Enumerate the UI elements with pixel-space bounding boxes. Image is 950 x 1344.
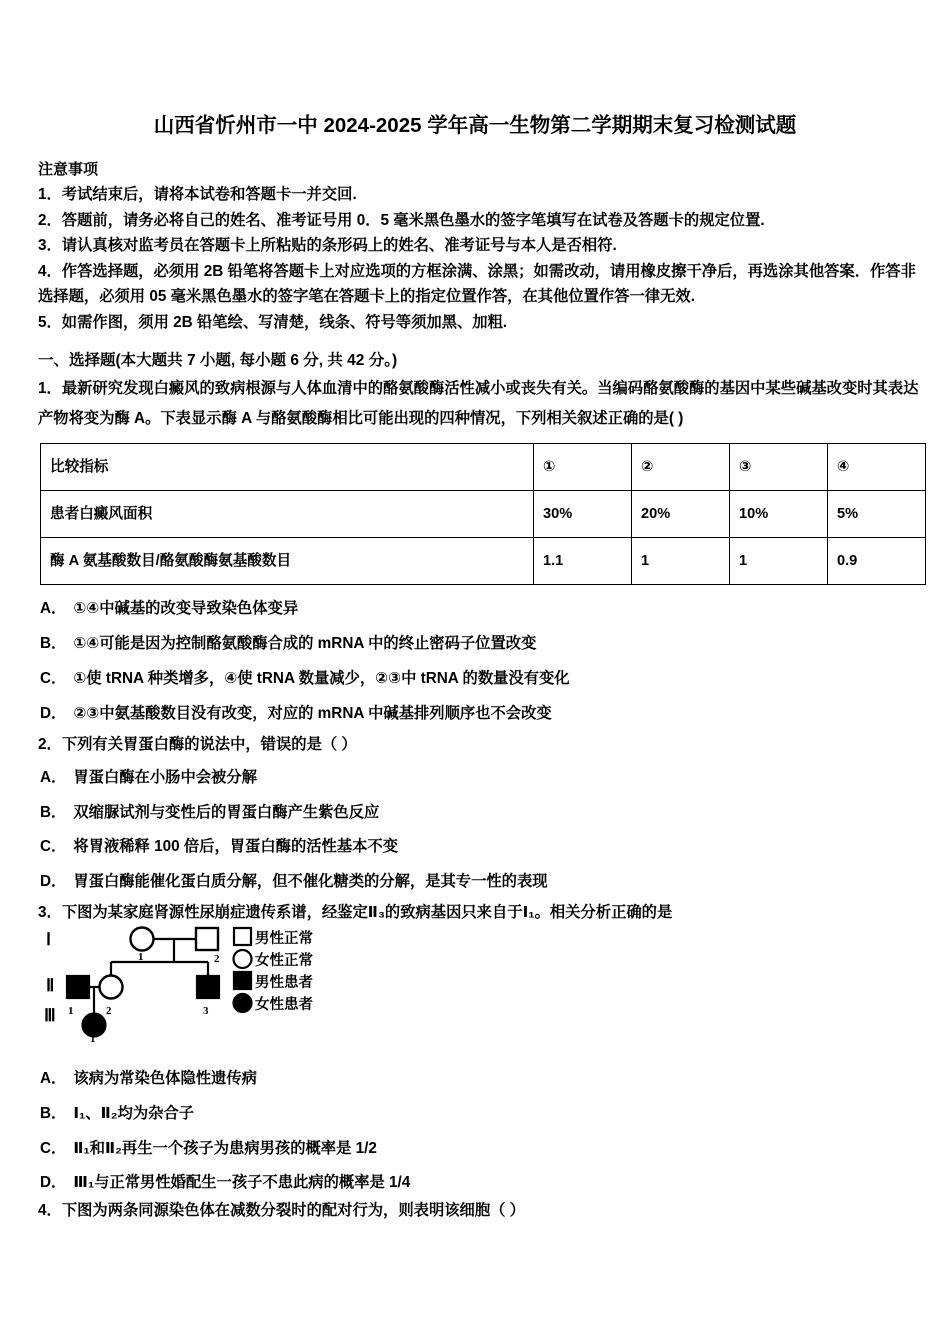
option-label: C． [40,838,67,855]
question-2-option-c[interactable] [40,834,398,856]
question-2-stem [38,730,357,760]
option-label: D． [40,705,67,722]
table-row [41,538,926,585]
table-cell-indicator: 患者白癜风面积 [41,491,534,538]
option-text: Ⅲ₁与正常男性婚配生一孩子不患此病的概率是 1/4 [73,1174,411,1191]
option-label: D． [40,873,67,890]
pedigree-ii3-label: 3 [203,1005,209,1017]
question-1-text: 最新研究发现白癜风的致病根源与人体血清中的酪氨酸酶活性减小或丧失有关。当编码酪氨酸酶的基因中某些碱基改变时其表达产物将变为酶 A。下表显示酶 A 与酪氨酸酶相比可能出现的四种情况，下列相关叙述正确的是( ) [38,380,919,427]
option-text: 该病为常染色体隐性遗传病 [73,1070,257,1087]
legend-label-male-patient: 男性患者 [255,975,313,991]
option-text: ①④中碱基的改变导致染色体变异 [73,600,299,617]
notice-list [38,182,922,335]
question-3-option-a[interactable] [40,1066,257,1088]
notice-item: 5．如需作图，须用 2B 铅笔绘、写清楚，线条、符号等须加黑、加粗. [38,313,508,331]
option-label: C． [40,670,67,687]
notice-item: 3．请认真核对监考员在答题卡上所粘贴的条形码上的姓名、准考证号与本人是否相符. [38,237,617,254]
question-1-option-d[interactable] [40,701,552,723]
comparison-table [40,443,926,585]
table-cell-value: 30% [534,491,632,538]
option-text: 将胃液稀释 100 倍后，胃蛋白酶的活性基本不变 [73,838,399,855]
question-2-number: 2． [38,736,62,753]
table-header-indicator: 比较指标 [41,444,534,491]
table-cell-value: 20% [632,491,730,538]
question-3-text: 下图为某家庭肾源性尿崩症遗传系谱，经鉴定Ⅱ₃的致病基因只来自于Ⅰ₁。相关分析正确的是 [61,904,673,921]
option-label: A． [40,769,67,786]
pedigree-i2-open-square [196,928,218,950]
question-2-text: 下列有关胃蛋白酶的说法中，错误的是（ ） [61,736,357,753]
option-text: ①使 tRNA 种类增多，④使 tRNA 数量减少，②③中 tRNA 的数量没有变化 [73,670,570,687]
pedigree-ii2-label: 2 [106,1005,112,1017]
legend-filled-square-icon [234,972,251,989]
option-text: 胃蛋白酶能催化蛋白质分解，但不催化糖类的分解，是其专一性的表现 [73,873,548,890]
pedigree-i2-label: 2 [214,953,220,965]
pedigree-ii2-open-circle [100,976,123,999]
legend-label-female-normal: 女性正常 [255,953,313,969]
pedigree-i1-open-circle [131,928,154,951]
question-4-stem [38,1198,525,1220]
table-header-case-4: ④ [828,444,926,491]
question-3-option-c[interactable] [40,1136,377,1158]
question-3-number: 3． [38,904,62,921]
question-3-option-d[interactable] [40,1170,410,1192]
option-label: B． [40,635,67,652]
table-header-row [41,444,926,491]
notice-item: 2．答题前，请务必将自己的姓名、准考证号用 0．5 毫米黑色墨水的签字笔填写在试卷及答题卡的规定位置. [38,211,765,229]
question-4-number: 4． [38,1202,62,1219]
option-label: A． [40,600,67,617]
option-text: 胃蛋白酶在小肠中会被分解 [73,769,257,786]
table-cell-value: 1 [632,538,730,585]
pedigree-iii1-label: 1 [90,1033,96,1042]
option-text: ②③中氨基酸数目没有改变，对应的 mRNA 中碱基排列顺序也不会改变 [73,705,552,722]
option-label: B． [40,804,67,821]
question-1-stem [38,374,924,434]
table-cell-value: 5% [828,491,926,538]
table-header-case-2: ② [632,444,730,491]
option-label: D． [40,1174,67,1191]
generation-label-3: Ⅲ [44,1006,56,1025]
generation-label-2: Ⅱ [46,976,55,995]
question-4-text: 下图为两条同源染色体在减数分裂时的配对行为，则表明该细胞（ ） [61,1202,525,1219]
page-title: 山西省忻州市一中 2024-2025 学年高一生物第二学期期末复习检测试题 [153,114,797,137]
option-text: Ⅰ₁、Ⅱ₂均为杂合子 [73,1105,195,1122]
question-3-option-b[interactable] [40,1101,194,1123]
question-2-option-b[interactable] [40,800,379,822]
notice-item: 4．作答选择题，必须用 2B 铅笔将答题卡上对应选项的方框涂满、涂黑；如需改动，请用橡皮擦干净后，再选涂其他答案．作答非选择题，必须用 05 毫米黑色墨水的签字笔在答题卡上的指定位置作答，在其他位置作答一律无效. [38,262,916,305]
question-1-option-c[interactable] [40,666,570,688]
legend-label-female-patient: 女性患者 [255,997,313,1013]
option-text: Ⅱ₁和Ⅱ₂再生一个孩子为患病男孩的概率是 1/2 [73,1140,377,1157]
table-cell-value: 1.1 [534,538,632,585]
option-label: A． [40,1070,67,1087]
table-cell-value: 10% [730,491,828,538]
pedigree-chart [38,924,378,1044]
option-text: ①④可能是因为控制酪氨酸酶合成的 mRNA 中的终止密码子位置改变 [73,635,537,652]
legend-open-circle-icon [234,950,252,968]
table-cell-indicator: 酶 A 氨基酸数目/酪氨酸酶氨基酸数目 [41,538,534,585]
pedigree-ii3-filled-square [197,976,219,998]
notice-heading: 注意事项 [38,161,99,178]
legend-label-male-normal: 男性正常 [255,931,313,947]
table-cell-value: 0.9 [828,538,926,585]
legend-open-square-icon [234,928,251,945]
question-2-option-a[interactable] [40,765,257,787]
generation-label-1: Ⅰ [46,930,52,949]
pedigree-ii1-label: 1 [68,1005,74,1017]
notice-item: 1．考试结束后，请将本试卷和答题卡一并交回. [38,186,357,203]
table-header-case-3: ③ [730,444,828,491]
question-2-option-d[interactable] [40,869,548,891]
question-1-number: 1． [38,380,62,397]
option-label: C． [40,1140,67,1157]
table-row [41,491,926,538]
table-cell-value: 1 [730,538,828,585]
section-heading: 一、选择题(本大题共 7 小题, 每小题 6 分, 共 42 分。) [38,352,398,369]
table-header-case-1: ① [534,444,632,491]
question-1-option-b[interactable] [40,631,536,653]
pedigree-i1-label: 1 [138,951,144,963]
option-label: B． [40,1105,67,1122]
legend-filled-circle-icon [234,994,252,1012]
pedigree-ii1-filled-square [67,976,89,998]
question-1-option-a[interactable] [40,596,298,618]
option-text: 双缩脲试剂与变性后的胃蛋白酶产生紫色反应 [73,804,380,821]
